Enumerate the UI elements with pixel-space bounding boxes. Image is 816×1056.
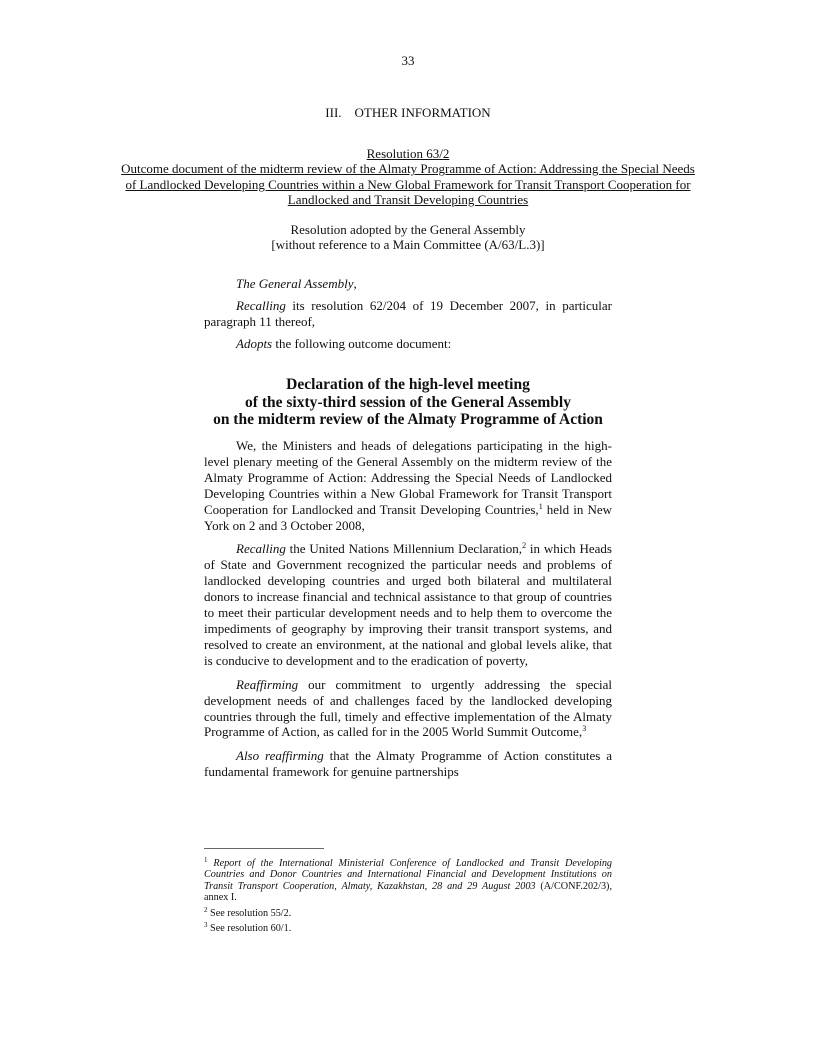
preamble-opening: The General Assembly, xyxy=(236,276,357,291)
section-heading: III. OTHER INFORMATION xyxy=(325,105,491,120)
declaration-paragraph-3 xyxy=(204,677,612,741)
footnote-text: (A/CONF.202/3), annex I. xyxy=(204,880,612,904)
adopts-text: the following outcome document: xyxy=(272,335,452,351)
committee-reference: [without reference to a Main Committee (A/63/L.3)] xyxy=(271,237,545,253)
resolution-number: Resolution 63/2 xyxy=(366,146,450,161)
adopts-paragraph xyxy=(204,336,612,352)
recalling-paragraph xyxy=(204,298,612,330)
footnote-marker: 2 xyxy=(204,905,208,914)
paragraph-text: We, the Ministers and heads of delegations participating in the high-level plenary meeting of the General Assembly on the midterm review of the Almaty Programme of Action: Addressing the Special Needs of Landlocked Developing Countries within a New Global Framework for Transit Transport Cooperation for Landlocked and Transit Developing Countries, xyxy=(204,438,612,517)
paragraph-lead: Recalling xyxy=(236,541,286,557)
general-assembly-label: The General Assembly xyxy=(236,276,354,291)
recalling-text: its resolution 62/204 of 19 December 2007, in particular paragraph 11 thereof, xyxy=(204,297,612,329)
declaration-paragraph-1 xyxy=(204,438,612,533)
footnote-italic: Report of the International Ministerial Conference of Landlocked and Transit Developing Countries and Donor Countries and International Financial and Development Institutions on Transit Transport Cooperation, Almaty, Kazakhstan, 28 and 29 August 2003 xyxy=(204,858,613,892)
footnote-3 xyxy=(204,923,612,934)
footnote-marker: 1 xyxy=(204,856,208,864)
footnote-2 xyxy=(204,905,612,919)
footnote-text: See resolution 60/1. xyxy=(210,923,292,935)
footnote-ref-2[interactable]: 2 xyxy=(522,541,527,551)
resolution-header xyxy=(120,146,696,208)
recalling-lead: Recalling xyxy=(236,297,286,313)
footnote-marker: 3 xyxy=(204,921,208,930)
paragraph-lead: Also reaffirming xyxy=(236,748,324,764)
paragraph-text: the United Nations Millennium Declaration, xyxy=(285,541,523,557)
paragraph-text: held in New York on 2 and 3 October 2008, xyxy=(204,501,612,533)
declaration-title-line: of the sixty-third session of the General Assembly xyxy=(245,393,571,411)
declaration-paragraph-2 xyxy=(204,541,612,668)
declaration-paragraph-4 xyxy=(204,748,612,780)
declaration-title-line: Declaration of the high-level meeting xyxy=(286,376,530,393)
paragraph-text: that the Almaty Programme of Action constitutes a fundamental framework for genuine partnerships xyxy=(204,748,612,780)
footnote-ref-1[interactable]: 1 xyxy=(538,501,543,511)
adoption-note xyxy=(120,222,696,253)
declaration-body xyxy=(204,438,612,788)
resolution-title: Outcome document of the midterm review of the Almaty Programme of Action: Addressing the Special Needs of Landlocked Developing Countries within a New Global Framework for Transit Transport Cooperation for Landlocked and Transit Developing Countries xyxy=(121,161,695,208)
paragraph-text: our commitment to urgently addressing the special development needs of and challenges faced by the landlocked developing countries through the full, timely and effective implementation of the Almaty Programme of Action, as called for in the 2005 World Summit Outcome, xyxy=(204,676,612,740)
footnote-1 xyxy=(204,858,612,904)
footnote-divider xyxy=(204,848,324,849)
page-number: 33 xyxy=(401,53,415,68)
paragraph-text: in which Heads of State and Government recognized the particular needs and problems of landlocked developing countries and urged both bilateral and multilateral donors to increase financial and technical assistance to that group of countries to meet their particular development needs and to help them to overcome the impediments of geography by improving their transit transport systems, and resolved to create an environment, at the national and global levels alike, that is conducive to development and to the eradication of poverty, xyxy=(204,541,612,668)
adopted-by: Resolution adopted by the General Assembly xyxy=(290,222,526,237)
footnote-ref-3[interactable]: 3 xyxy=(582,724,587,734)
declaration-title xyxy=(180,376,636,429)
footnote-text: See resolution 55/2. xyxy=(210,907,292,919)
adopts-lead: Adopts xyxy=(236,335,273,351)
footnotes xyxy=(204,858,612,938)
declaration-title-line: on the midterm review of the Almaty Programme of Action xyxy=(213,411,603,429)
preamble xyxy=(204,276,612,358)
paragraph-lead: Reaffirming xyxy=(236,676,299,692)
